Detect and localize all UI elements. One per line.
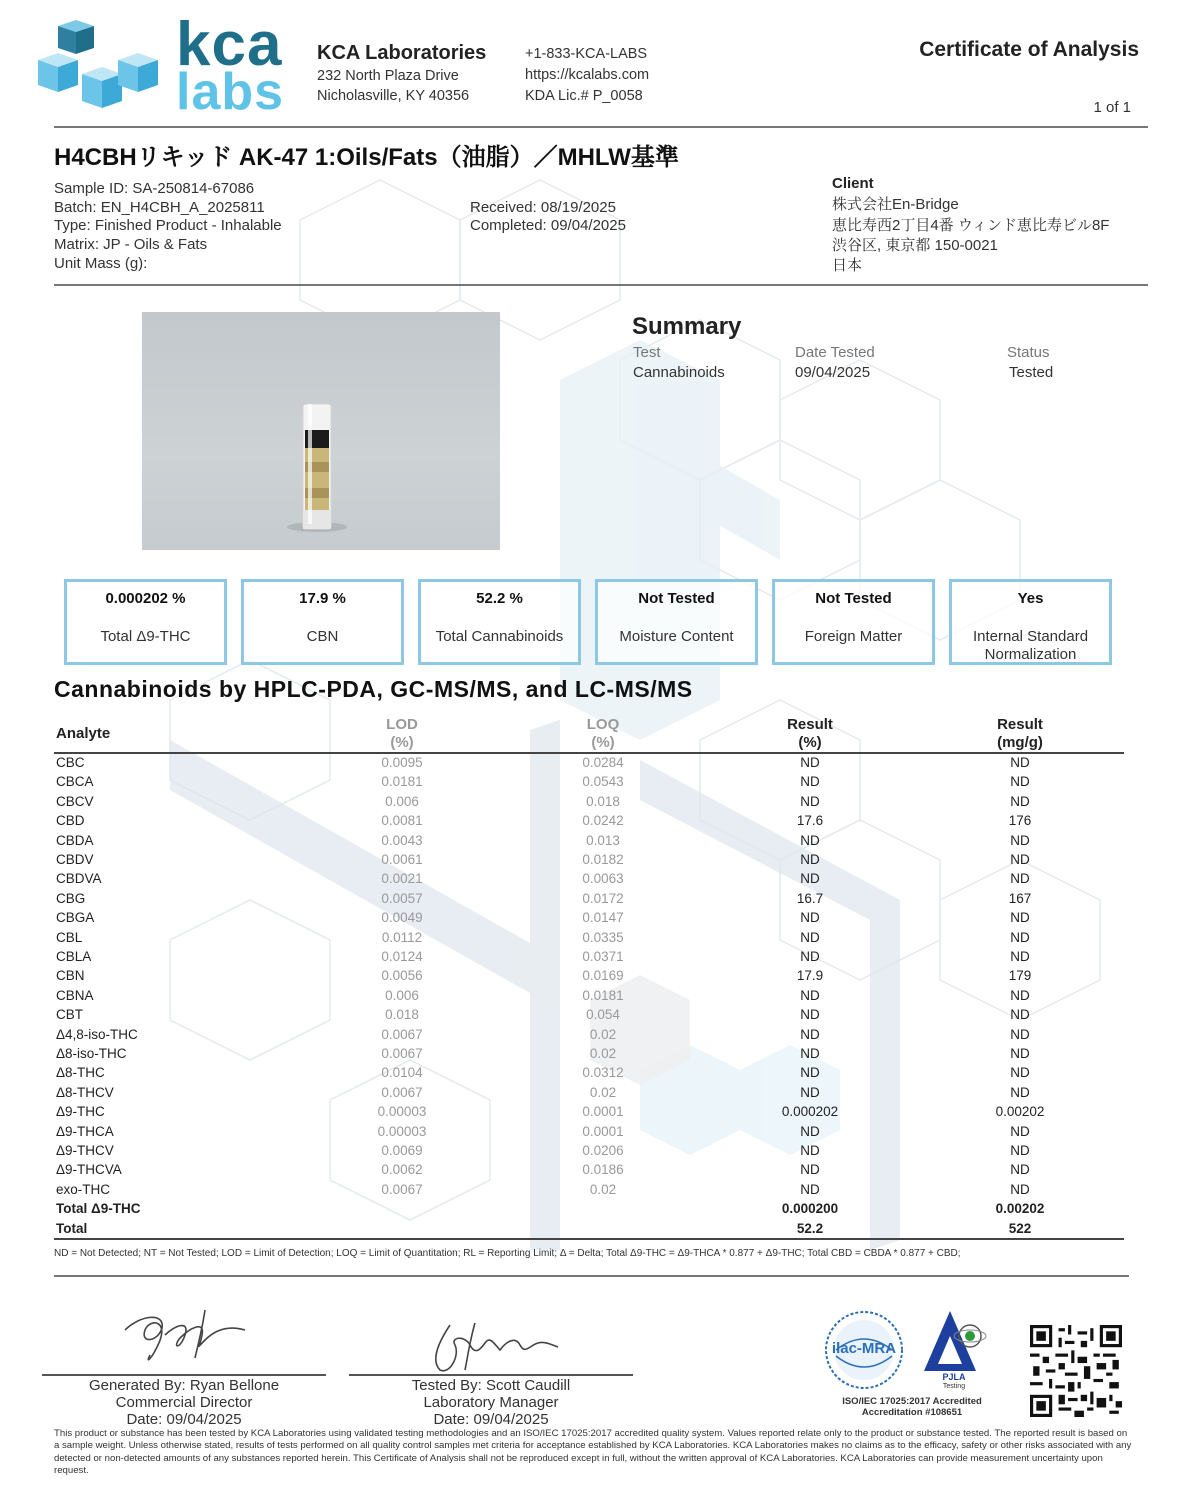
total-result-percent: 0.000200 <box>781 1201 839 1217</box>
box-value: Not Tested <box>815 590 892 607</box>
table-row <box>0 910 1179 929</box>
header-divider <box>54 126 1148 128</box>
kca-logo-cubes <box>38 20 163 120</box>
table-row <box>0 988 1179 1007</box>
table-row <box>0 1104 1179 1123</box>
result-percent: ND <box>800 910 820 926</box>
lod-value: 0.0049 <box>381 910 423 926</box>
result-percent: ND <box>800 1026 820 1042</box>
loq-value: 0.0284 <box>582 755 624 770</box>
analyte-name: Δ4,8-iso-THC <box>56 1026 138 1042</box>
result-mg: ND <box>1010 1007 1030 1023</box>
generated-by: Generated By: Ryan Bellone <box>88 1377 280 1394</box>
col-header-lod-unit: (%) <box>390 734 414 751</box>
result-percent: ND <box>800 793 820 809</box>
lod-value: 0.0181 <box>381 774 423 790</box>
box-label: Internal Standard Normalization <box>972 628 1089 663</box>
pjla-sub-text: Testing <box>942 1383 966 1390</box>
loq-value: 0.0172 <box>582 890 624 906</box>
lod-value: 0.0061 <box>381 852 423 867</box>
analyte-name: Δ9-THCVA <box>56 1162 122 1178</box>
tested-by: Tested By: Scott Caudill <box>411 1377 571 1394</box>
internal-standard-box <box>949 579 1112 665</box>
lod-value: 0.0069 <box>381 1143 423 1158</box>
box-value: 0.000202 % <box>105 590 186 607</box>
analyte-name: CBGA <box>56 910 95 926</box>
total-label: Total Δ9-THC <box>56 1201 141 1217</box>
result-percent: ND <box>800 949 820 964</box>
batch: Batch: EN_H4CBH_A_2025811 <box>54 199 265 216</box>
result-mg: 0.00202 <box>995 1104 1045 1120</box>
client-line4: 日本 <box>832 257 863 274</box>
box-value: Not Tested <box>638 590 715 607</box>
pjla-triangle-icon <box>912 1306 996 1378</box>
pjla-text: PJLA <box>942 1372 966 1382</box>
loq-value: 0.0169 <box>582 968 624 984</box>
result-percent: ND <box>800 871 820 887</box>
result-percent: ND <box>800 852 820 867</box>
signature-scott-caudill <box>420 1315 570 1380</box>
loq-value: 0.02 <box>589 1084 617 1100</box>
result-percent: ND <box>800 832 820 848</box>
total-cannabinoids-box <box>418 579 581 665</box>
analyte-name: Δ8-iso-THC <box>56 1046 127 1061</box>
lod-value: 0.0081 <box>381 813 423 829</box>
result-mg: ND <box>1010 871 1030 887</box>
total-d9thc-box <box>64 579 227 665</box>
result-percent: 16.7 <box>796 890 824 906</box>
table-row <box>0 949 1179 968</box>
box-value: Yes <box>1017 590 1044 607</box>
lod-value: 0.006 <box>385 987 419 1003</box>
box-label: Total Δ9-THC <box>100 628 191 645</box>
analyte-name: CBLA <box>56 949 92 964</box>
analyte-name: Δ8-THC <box>56 1065 105 1081</box>
result-percent: ND <box>800 1143 820 1158</box>
lod-value: 0.0095 <box>381 755 423 770</box>
table-header-rule <box>54 752 1124 754</box>
signature-ryan-bellone <box>110 1300 260 1372</box>
analyte-name: CBDA <box>56 832 94 848</box>
analyte-name: CBT <box>56 1007 83 1023</box>
table-row <box>0 1085 1179 1104</box>
iso-accredited-text: ISO/IEC 17025:2017 Accredited <box>842 1396 982 1407</box>
cannabinoids-section-title: Cannabinoids by HPLC-PDA, GC-MS/MS, and LC-MS/MS <box>54 676 693 702</box>
result-percent: ND <box>800 1181 820 1197</box>
result-mg: ND <box>1010 1026 1030 1042</box>
ilac-mra-logo <box>822 1308 906 1392</box>
lod-value: 0.0067 <box>381 1084 423 1100</box>
signature-line-2 <box>349 1374 633 1376</box>
lab-website[interactable]: https://kcalabs.com <box>525 67 650 83</box>
table-row <box>0 1143 1179 1162</box>
result-percent: 17.9 <box>796 968 824 984</box>
col-header-result-mg-unit: (mg/g) <box>997 734 1043 751</box>
table-row <box>0 774 1179 793</box>
loq-value: 0.0312 <box>582 1065 624 1081</box>
col-header-loq-unit: (%) <box>591 734 615 751</box>
product-photo <box>142 312 500 550</box>
loq-value: 0.0001 <box>582 1123 624 1139</box>
result-percent: ND <box>800 929 820 945</box>
table-footnote: ND = Not Detected; NT = Not Tested; LOD = Limit of Detection; LOQ = Limit of Quantitation; RL = Reporting Limit; Δ = Delta; Total Δ9-THC = Δ9-THCA * 0.877 + Δ9-THC; Total CBD = CBDA * 0.877 + CBD; <box>54 1248 961 1259</box>
summary-heading: Summary <box>632 313 742 340</box>
analyte-name: exo-THC <box>56 1181 111 1197</box>
result-mg: ND <box>1010 1084 1030 1100</box>
result-mg: ND <box>1010 1143 1030 1158</box>
document-title: Certificate of Analysis <box>919 38 1139 61</box>
matrix: Matrix: JP - Oils & Fats <box>54 236 208 253</box>
result-mg: 179 <box>1008 968 1032 984</box>
col-header-loq: LOQ <box>586 716 620 733</box>
analyte-name: CBC <box>56 755 85 770</box>
lab-address-line1: 232 North Plaza Drive <box>317 68 459 84</box>
lod-value: 0.00003 <box>377 1123 427 1139</box>
result-mg: ND <box>1010 949 1030 964</box>
total-result-percent: 52.2 <box>796 1220 824 1236</box>
box-value: 52.2 % <box>476 590 523 607</box>
client-heading: Client <box>832 175 874 192</box>
loq-value: 0.0335 <box>582 929 624 945</box>
lab-license: KDA Lic.# P_0058 <box>525 88 643 104</box>
loq-value: 0.02 <box>589 1046 617 1061</box>
loq-value: 0.0206 <box>582 1143 624 1158</box>
result-mg: ND <box>1010 1123 1030 1139</box>
summary-date-label: Date Tested <box>795 344 875 361</box>
table-row <box>0 1046 1179 1065</box>
result-mg: ND <box>1010 832 1030 848</box>
result-mg: ND <box>1010 1181 1030 1197</box>
total-result-mg: 522 <box>1008 1220 1032 1236</box>
result-percent: ND <box>800 1162 820 1178</box>
analyte-name: CBCA <box>56 774 94 790</box>
received-date: Received: 08/19/2025 <box>470 199 616 216</box>
vape-cartridge-image <box>142 312 500 550</box>
analyte-name: CBDVA <box>56 871 102 887</box>
lod-value: 0.0062 <box>381 1162 423 1178</box>
lod-value: 0.00003 <box>377 1104 427 1120</box>
table-row <box>0 1182 1179 1201</box>
box-label: Foreign Matter <box>804 628 903 645</box>
result-percent: ND <box>800 1084 820 1100</box>
result-percent: ND <box>800 1007 820 1023</box>
result-mg: ND <box>1010 755 1030 770</box>
logo-kca-text: kca <box>176 10 283 79</box>
client-line2: 恵比寿西2丁目4番 ウィンド恵比寿ビル8F <box>832 217 1110 234</box>
col-header-result-pct: Result <box>787 716 833 733</box>
moisture-content-box <box>595 579 758 665</box>
qr-code-icon[interactable] <box>1030 1325 1122 1417</box>
result-mg: ND <box>1010 1162 1030 1178</box>
lod-value: 0.0056 <box>381 968 423 984</box>
client-line1: 株式会社En-Bridge <box>832 196 959 213</box>
col-header-lod: LOD <box>386 716 418 733</box>
loq-value: 0.0371 <box>582 949 624 964</box>
table-row <box>0 891 1179 910</box>
analyte-name: CBL <box>56 929 83 945</box>
summary-date-value: 09/04/2025 <box>795 364 871 381</box>
summary-status-value: Tested <box>1009 364 1054 381</box>
client-line3: 渋谷区, 東京都 150-0021 <box>832 237 998 254</box>
table-row <box>0 930 1179 949</box>
loq-value: 0.0063 <box>582 871 624 887</box>
lod-value: 0.0043 <box>381 832 423 848</box>
analyte-name: CBCV <box>56 793 94 809</box>
loq-value: 0.0242 <box>582 813 624 829</box>
col-header-result-pct-unit: (%) <box>798 734 822 751</box>
result-percent: ND <box>800 1046 820 1061</box>
table-bottom-rule <box>54 1238 1124 1240</box>
loq-value: 0.054 <box>586 1007 620 1023</box>
table-row <box>0 755 1179 774</box>
result-mg: ND <box>1010 910 1030 926</box>
sample-id: Sample ID: SA-250814-67086 <box>54 180 255 197</box>
box-value: 17.9 % <box>299 590 346 607</box>
lod-value: 0.0067 <box>381 1026 423 1042</box>
info-divider <box>54 284 1148 286</box>
loq-value: 0.0182 <box>582 852 624 867</box>
total-label: Total <box>56 1220 88 1236</box>
signature-line-1 <box>42 1374 326 1376</box>
result-mg: ND <box>1010 852 1030 867</box>
result-percent: ND <box>800 987 820 1003</box>
result-mg: 176 <box>1008 813 1032 829</box>
lod-value: 0.0067 <box>381 1046 423 1061</box>
analyte-name: CBD <box>56 813 85 829</box>
completed-date: Completed: 09/04/2025 <box>470 217 626 234</box>
lod-value: 0.0067 <box>381 1181 423 1197</box>
loq-value: 0.018 <box>586 793 620 809</box>
product-title: H4CBHリキッド AK-47 1:Oils/Fats（油脂）／MHLW基準 <box>54 144 679 171</box>
table-row <box>0 1027 1179 1046</box>
lod-value: 0.018 <box>385 1007 419 1023</box>
total-result-mg: 0.00202 <box>995 1201 1045 1217</box>
accreditation-number: Accreditation #108651 <box>861 1407 963 1418</box>
loq-value: 0.0147 <box>582 910 624 926</box>
result-percent: ND <box>800 1123 820 1139</box>
table-row <box>0 871 1179 890</box>
table-row <box>0 1065 1179 1084</box>
ilac-text: ilac-MRA <box>831 1340 897 1357</box>
lod-value: 0.0021 <box>381 871 423 887</box>
summary-test-label: Test <box>633 344 661 361</box>
analyte-name: CBDV <box>56 852 94 867</box>
loq-value: 0.013 <box>586 832 620 848</box>
lod-value: 0.0104 <box>381 1065 423 1081</box>
lod-value: 0.0124 <box>381 949 423 964</box>
unit-mass: Unit Mass (g): <box>54 255 148 272</box>
result-percent: ND <box>800 755 820 770</box>
tested-by-date: Date: 09/04/2025 <box>433 1411 549 1428</box>
analyte-name: Δ9-THCV <box>56 1143 114 1158</box>
col-header-result-mg: Result <box>997 716 1043 733</box>
lab-name: KCA Laboratories <box>317 42 487 64</box>
loq-value: 0.0543 <box>582 774 624 790</box>
loq-value: 0.0181 <box>582 987 624 1003</box>
lod-value: 0.006 <box>385 793 419 809</box>
summary-test-value: Cannabinoids <box>633 364 725 381</box>
box-label: CBN <box>306 628 339 645</box>
analyte-name: Δ8-THCV <box>56 1084 114 1100</box>
table-row <box>0 1124 1179 1143</box>
analyte-name: Δ9-THC <box>56 1104 105 1120</box>
loq-value: 0.0186 <box>582 1162 624 1178</box>
tested-by-title: Laboratory Manager <box>423 1394 559 1411</box>
analyte-name: Δ9-THCA <box>56 1123 114 1139</box>
analyte-name: CBG <box>56 890 86 906</box>
table-row <box>0 794 1179 813</box>
summary-status-label: Status <box>1007 344 1050 361</box>
result-mg: ND <box>1010 929 1030 945</box>
result-percent: ND <box>800 774 820 790</box>
table-row <box>0 1162 1179 1181</box>
result-mg: 167 <box>1008 890 1032 906</box>
analyte-name: CBNA <box>56 987 94 1003</box>
loq-value: 0.02 <box>589 1181 617 1197</box>
lod-value: 0.0112 <box>381 929 423 945</box>
table-row <box>0 968 1179 987</box>
page-number: 1 of 1 <box>1093 99 1131 116</box>
result-mg: ND <box>1010 1065 1030 1081</box>
logo-labs-text: labs <box>176 63 285 121</box>
table-total-row <box>0 1201 1179 1220</box>
box-label: Moisture Content <box>619 628 734 645</box>
analyte-name: CBN <box>56 968 85 984</box>
table-row <box>0 852 1179 871</box>
box-label: Total Cannabinoids <box>435 628 564 645</box>
product-type: Type: Finished Product - Inhalable <box>54 217 282 234</box>
result-percent: ND <box>800 1065 820 1081</box>
lab-phone: +1-833-KCA-LABS <box>525 46 648 62</box>
result-percent: 17.6 <box>796 813 824 829</box>
loq-value: 0.0001 <box>582 1104 624 1120</box>
result-mg: ND <box>1010 793 1030 809</box>
disclaimer-text: This product or substance has been tested by KCA Laboratories using validated testing methodologies and an ISO/IEC 17025:2017 accredited quality system. Values reported relate only to the product or substance tested. The reported result is based on a sample weight. Unless otherwise stated, results of tests performed on all quality control samples met criteria for acceptance established by KCA Laboratories. KCA Laboratories makes no claims as to the efficacy, safety or other risks associated with any detected or non-detected amounts of any substances reported herein. This Certificate of Analysis shall not be reproduced except in full, without the written approval of KCA Laboratories. KCA Laboratories can provide measurement uncertainty upon request. <box>54 1428 1132 1476</box>
generated-by-title: Commercial Director <box>115 1394 253 1411</box>
lod-value: 0.0057 <box>381 890 423 906</box>
table-row <box>0 1007 1179 1026</box>
footer-divider <box>54 1275 1129 1277</box>
table-row <box>0 813 1179 832</box>
result-mg: ND <box>1010 1046 1030 1061</box>
cbn-box <box>241 579 404 665</box>
col-header-analyte: Analyte <box>56 725 111 742</box>
result-percent: 0.000202 <box>781 1104 839 1120</box>
pjla-logo <box>912 1306 996 1390</box>
lab-address-line2: Nicholasville, KY 40356 <box>317 88 470 104</box>
table-row <box>0 833 1179 852</box>
generated-by-date: Date: 09/04/2025 <box>126 1411 242 1428</box>
foreign-matter-box <box>772 579 935 665</box>
result-mg: ND <box>1010 987 1030 1003</box>
result-mg: ND <box>1010 774 1030 790</box>
loq-value: 0.02 <box>589 1026 617 1042</box>
